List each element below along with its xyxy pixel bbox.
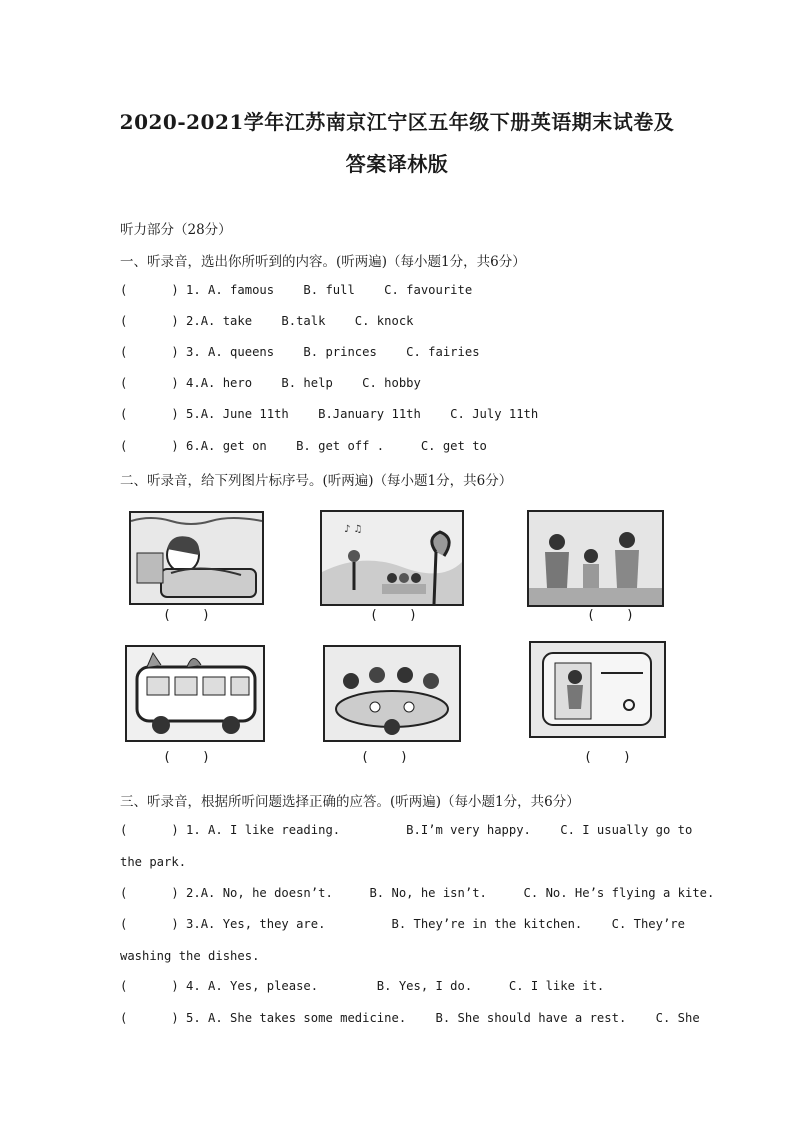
sick-girl-in-bed-picture: [129, 511, 264, 605]
question-item: ( ) 3. A. queens B. princes C. fairies: [120, 345, 480, 359]
picture-caption: ( ): [587, 608, 634, 623]
question-item: ( ) 1. A. I like reading. B.I’m very happy. C. I usually go to: [120, 823, 693, 837]
question-item: ( ) 4. A. Yes, please. B. Yes, I do. C. I like it.: [120, 979, 605, 993]
question-item: ( ) 4.A. hero B. help C. hobby: [120, 376, 421, 390]
document-title-line-1: 2020-2021学年江苏南京江宁区五年级下册英语期末试卷及: [119, 110, 675, 134]
bus-with-animals-picture: [125, 645, 265, 742]
question-item: ( ) 1. A. famous B. full C. favourite: [120, 283, 473, 297]
svg-text:♪ ♫: ♪ ♫: [344, 524, 363, 535]
question-item-continuation: washing the dishes.: [120, 949, 260, 963]
picture-caption: ( ): [163, 608, 210, 623]
question-item: ( ) 5. A. She takes some medicine. B. She should have a rest. C. She: [120, 1011, 700, 1025]
question-item: ( ) 6.A. get on B. get off . C. get to: [120, 439, 487, 453]
listening-part-header: 听力部分（28分）: [120, 222, 232, 238]
cropped-text-fragment: [120, 766, 660, 774]
section-1-heading: 一、听录音，选出你所听到的内容。(听两遍)（每小题1分，共6分）: [120, 254, 526, 270]
picture-caption: ( ): [163, 750, 210, 765]
picture-caption: ( ): [584, 750, 631, 765]
picture-caption-2: ( ): [370, 608, 417, 623]
question-item: ( ) 2.A. No, he doesn’t. B. No, he isn’t. C. No. He’s flying a kite.: [120, 886, 715, 900]
question-item: ( ) 3.A. Yes, they are. B. They’re in the kitchen. C. They’re: [120, 917, 685, 931]
question-item-continuation: the park.: [120, 855, 187, 869]
question-item: ( ) 2.A. take B.talk C. knock: [120, 314, 414, 328]
question-item: ( ) 5.A. June 11th B.January 11th C. July 11th: [120, 407, 539, 421]
section-3-heading: 三、听录音，根据所听问题选择正确的应答。(听两遍)（每小题1分，共6分）: [120, 794, 580, 810]
man-getting-off-bus-picture: [529, 641, 666, 738]
section-2-heading: 二、听录音，给下列图片标序号。(听两遍)（每小题1分，共6分）: [120, 473, 513, 489]
family-cooking-picture: [527, 510, 664, 607]
boy-singing-in-park-picture: [320, 510, 464, 606]
family-dinner-picture: [323, 645, 461, 742]
picture-caption: ( ): [361, 750, 408, 765]
document-title-line-2: 答案译林版: [345, 152, 449, 176]
